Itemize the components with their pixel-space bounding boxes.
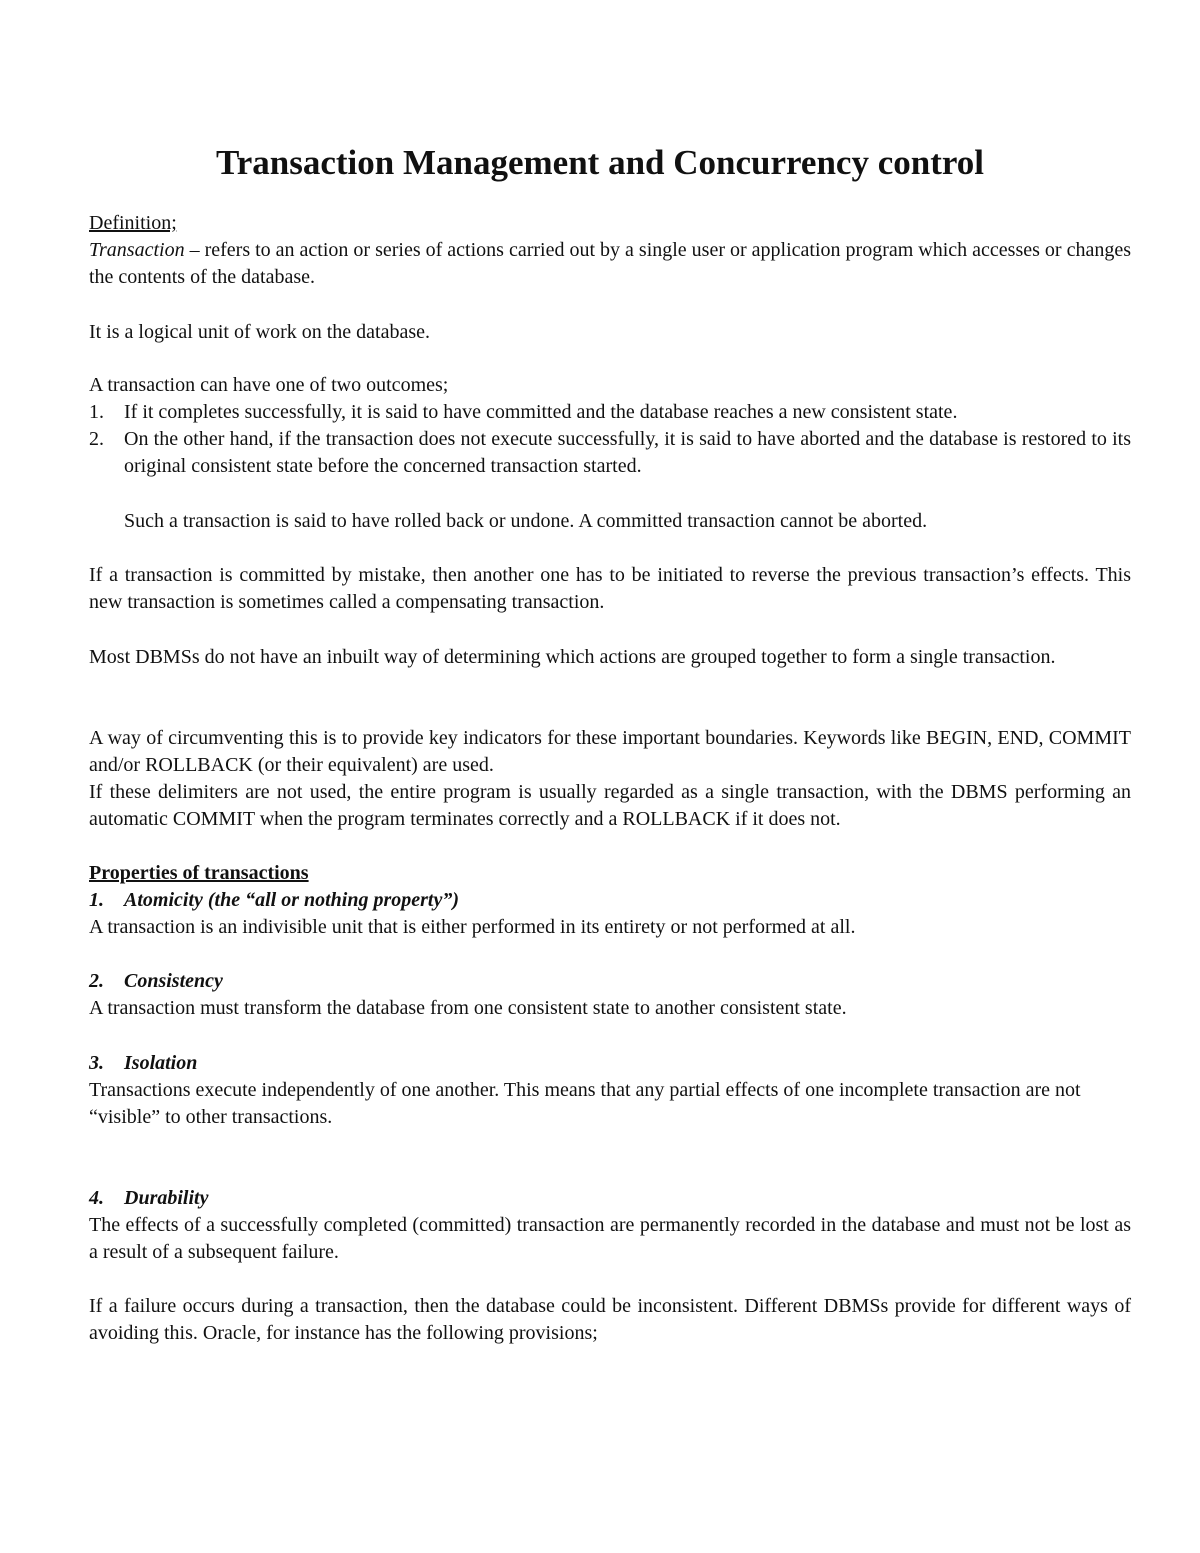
property-consistency <box>89 968 1131 1022</box>
property-name <box>89 1050 1131 1077</box>
property-name <box>89 968 1131 995</box>
definition-label <box>89 210 1131 237</box>
property-title: Consistency <box>124 970 223 992</box>
property-durability <box>89 1185 1131 1266</box>
compensating-paragraph: If a transaction is committed by mistake, then another one has to be initiated to reverse the previous transaction’s effects. This new transaction is sometimes called a compensating transaction. <box>89 564 1131 613</box>
outcomes-intro: A transaction can have one of two outcomes; <box>89 374 449 396</box>
list-item <box>89 426 1131 480</box>
property-number: 4. <box>89 1187 104 1209</box>
circumventing-paragraph: A way of circumventing this is to provide key indicators for these important boundaries. Keywords like BEGIN, END, COMMIT and/or ROLLBACK (or their equivalent) are used. <box>89 727 1131 776</box>
property-description: Transactions execute independently of one another. This means that any partial effects of one incomplete transaction are not “visible” to other transactions. <box>89 1079 1081 1128</box>
property-title: Durability <box>124 1187 209 1209</box>
definition-text: – refers to an action or series of actions carried out by a single user or application program which accesses or changes the contents of the database. <box>89 239 1131 288</box>
properties-heading <box>89 860 1131 887</box>
delimiters-paragraph: If these delimiters are not used, the entire program is usually regarded as a single transaction, with the DBMS performing an automatic COMMIT when the program terminates correctly and a ROLLBACK if it does not. <box>89 781 1131 830</box>
definition-paragraph <box>89 237 1131 291</box>
property-name <box>89 1185 1131 1212</box>
logical-unit-paragraph: It is a logical unit of work on the database. <box>89 321 431 343</box>
definition-term: Transaction <box>89 239 185 261</box>
properties-heading-text: Properties of transactions <box>89 862 309 884</box>
property-isolation <box>89 1050 1131 1131</box>
property-title: Atomicity (the “all or nothing property”) <box>124 889 460 911</box>
property-description: The effects of a successfully completed (committed) transaction are permanently recorded in the database and must not be lost as a result of a subsequent failure. <box>89 1214 1131 1263</box>
list-item-number: 1. <box>89 401 104 423</box>
list-item-number: 2. <box>89 428 104 450</box>
definition-label-text: Definition; <box>89 212 177 234</box>
property-name <box>89 887 1131 914</box>
outcomes-list <box>89 399 1131 480</box>
document-title: Transaction Management and Concurrency control <box>215 143 985 182</box>
list-item <box>89 399 1131 426</box>
failure-paragraph: If a failure occurs during a transaction, then the database could be inconsistent. Different DBMSs provide for different ways of avoiding this. Oracle, for instance has the following provisions; <box>89 1295 1131 1344</box>
property-title: Isolation <box>124 1052 198 1074</box>
most-dbms-paragraph: Most DBMSs do not have an inbuilt way of determining which actions are grouped together to form a single transaction. <box>89 646 1056 668</box>
list-item-text: On the other hand, if the transaction does not execute successfully, it is said to have aborted and the database is restored to its original consistent state before the concerned transaction started. <box>124 428 1131 477</box>
property-description: A transaction is an indivisible unit that is either performed in its entirety or not performed at all. <box>89 916 856 938</box>
property-number: 3. <box>89 1052 104 1074</box>
rolled-back-paragraph: Such a transaction is said to have rolled back or undone. A committed transaction cannot be aborted. <box>124 510 928 532</box>
property-description: A transaction must transform the database from one consistent state to another consistent state. <box>89 997 847 1019</box>
property-number: 2. <box>89 970 104 992</box>
property-atomicity <box>89 887 1131 941</box>
list-item-text: If it completes successfully, it is said to have committed and the database reaches a new consistent state. <box>124 401 958 423</box>
property-number: 1. <box>89 889 104 911</box>
